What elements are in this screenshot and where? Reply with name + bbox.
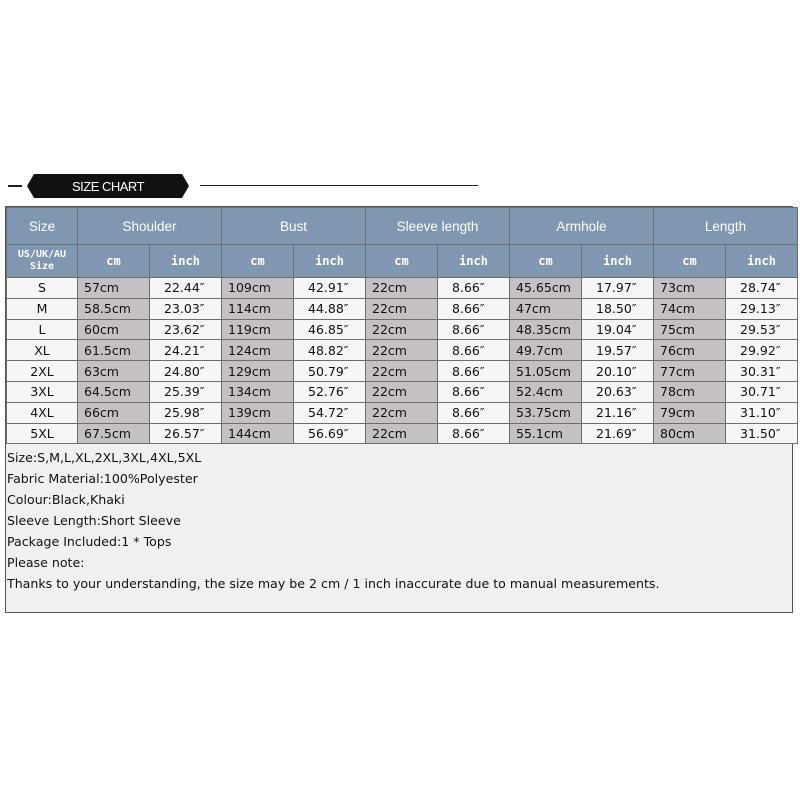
inch-cell: 24.21″: [150, 340, 222, 361]
size-region-label: US/UK/AU: [17, 249, 67, 260]
note-colour: Colour:Black,Khaki: [7, 492, 125, 507]
cm-cell: 124cm: [222, 340, 294, 361]
size-cell: M: [7, 298, 78, 319]
cm-cell: 47cm: [510, 298, 582, 319]
cm-cell: 57cm: [78, 278, 150, 299]
inch-cell: 30.71″: [726, 381, 798, 402]
size-table-body: [7, 278, 798, 444]
inch-cell: 23.03″: [150, 298, 222, 319]
banner-title: SIZE CHART: [34, 174, 182, 198]
cm-cell: 64.5cm: [78, 381, 150, 402]
inch-cell: 48.82″: [294, 340, 366, 361]
header-size-region: [7, 245, 78, 278]
cm-cell: 48.35cm: [510, 319, 582, 340]
cm-cell: 22cm: [366, 340, 438, 361]
inch-cell: 8.66″: [438, 340, 510, 361]
cm-cell: 114cm: [222, 298, 294, 319]
banner-rule: [200, 185, 478, 186]
header-length: Length: [654, 208, 798, 245]
cm-cell: 52.4cm: [510, 381, 582, 402]
unit-label: cm: [78, 245, 150, 278]
inch-cell: 19.57″: [582, 340, 654, 361]
inch-cell: 8.66″: [438, 278, 510, 299]
table-row: [7, 298, 798, 319]
inch-cell: 8.66″: [438, 402, 510, 423]
cm-cell: 22cm: [366, 402, 438, 423]
note-disclaimer: Thanks to your understanding, the size may be 2 cm / 1 inch inaccurate due to manual measurements.: [7, 576, 660, 591]
cm-cell: 129cm: [222, 361, 294, 382]
inch-cell: 29.92″: [726, 340, 798, 361]
table-row: [7, 423, 798, 444]
size-chart-frame: [5, 206, 793, 613]
size-cell: 5XL: [7, 423, 78, 444]
unit-label: cm: [654, 245, 726, 278]
cm-cell: 66cm: [78, 402, 150, 423]
unit-label: inch: [438, 245, 510, 278]
unit-label: cm: [222, 245, 294, 278]
cm-cell: 49.7cm: [510, 340, 582, 361]
cm-cell: 61.5cm: [78, 340, 150, 361]
cm-cell: 55.1cm: [510, 423, 582, 444]
inch-cell: 21.16″: [582, 402, 654, 423]
note-please-note: Please note:: [7, 555, 85, 570]
cm-cell: 139cm: [222, 402, 294, 423]
inch-cell: 46.85″: [294, 319, 366, 340]
note-sleeve: Sleeve Length:Short Sleeve: [7, 513, 181, 528]
table-row: [7, 278, 798, 299]
cm-cell: 74cm: [654, 298, 726, 319]
size-region-sublabel: Size: [29, 261, 55, 272]
cm-cell: 22cm: [366, 361, 438, 382]
banner-dash: [8, 185, 22, 187]
unit-label: inch: [726, 245, 798, 278]
inch-cell: 29.53″: [726, 319, 798, 340]
inch-cell: 20.10″: [582, 361, 654, 382]
note-package: Package Included:1 * Tops: [7, 534, 172, 549]
cm-cell: 22cm: [366, 298, 438, 319]
cm-cell: 77cm: [654, 361, 726, 382]
inch-cell: 18.50″: [582, 298, 654, 319]
header-row-groups: [7, 208, 798, 245]
inch-cell: 42.91″: [294, 278, 366, 299]
inch-cell: 31.10″: [726, 402, 798, 423]
table-row: [7, 319, 798, 340]
cm-cell: 75cm: [654, 319, 726, 340]
inch-cell: 56.69″: [294, 423, 366, 444]
inch-cell: 8.66″: [438, 319, 510, 340]
inch-cell: 54.72″: [294, 402, 366, 423]
cm-cell: 67.5cm: [78, 423, 150, 444]
inch-cell: 19.04″: [582, 319, 654, 340]
unit-label: cm: [510, 245, 582, 278]
cm-cell: 76cm: [654, 340, 726, 361]
cm-cell: 144cm: [222, 423, 294, 444]
size-chart-banner: [0, 168, 800, 204]
inch-cell: 21.69″: [582, 423, 654, 444]
cm-cell: 58.5cm: [78, 298, 150, 319]
header-row-units: [7, 245, 798, 278]
note-sizes: Size:S,M,L,XL,2XL,3XL,4XL,5XL: [7, 450, 202, 465]
inch-cell: 25.98″: [150, 402, 222, 423]
table-row: [7, 361, 798, 382]
cm-cell: 63cm: [78, 361, 150, 382]
inch-cell: 22.44″: [150, 278, 222, 299]
size-cell: L: [7, 319, 78, 340]
inch-cell: 44.88″: [294, 298, 366, 319]
table-row: [7, 381, 798, 402]
size-cell: 4XL: [7, 402, 78, 423]
size-cell: 3XL: [7, 381, 78, 402]
cm-cell: 134cm: [222, 381, 294, 402]
unit-label: cm: [366, 245, 438, 278]
inch-cell: 24.80″: [150, 361, 222, 382]
inch-cell: 25.39″: [150, 381, 222, 402]
cm-cell: 79cm: [654, 402, 726, 423]
cm-cell: 60cm: [78, 319, 150, 340]
cm-cell: 22cm: [366, 278, 438, 299]
table-row: [7, 340, 798, 361]
inch-cell: 28.74″: [726, 278, 798, 299]
inch-cell: 30.31″: [726, 361, 798, 382]
product-notes: [7, 447, 787, 594]
header-size: Size: [7, 208, 78, 245]
cm-cell: 78cm: [654, 381, 726, 402]
header-armhole: Armhole: [510, 208, 654, 245]
cm-cell: 80cm: [654, 423, 726, 444]
cm-cell: 51.05cm: [510, 361, 582, 382]
cm-cell: 73cm: [654, 278, 726, 299]
inch-cell: 8.66″: [438, 423, 510, 444]
size-cell: 2XL: [7, 361, 78, 382]
unit-label: inch: [582, 245, 654, 278]
cm-cell: 53.75cm: [510, 402, 582, 423]
inch-cell: 20.63″: [582, 381, 654, 402]
table-row: [7, 402, 798, 423]
header-bust: Bust: [222, 208, 366, 245]
unit-label: inch: [294, 245, 366, 278]
cm-cell: 22cm: [366, 423, 438, 444]
inch-cell: 31.50″: [726, 423, 798, 444]
inch-cell: 8.66″: [438, 381, 510, 402]
size-table: [6, 207, 798, 444]
inch-cell: 52.76″: [294, 381, 366, 402]
note-fabric: Fabric Material:100%Polyester: [7, 471, 198, 486]
cm-cell: 45.65cm: [510, 278, 582, 299]
header-shoulder: Shoulder: [78, 208, 222, 245]
header-sleeve-length: Sleeve length: [366, 208, 510, 245]
unit-label: inch: [150, 245, 222, 278]
cm-cell: 22cm: [366, 381, 438, 402]
size-cell: XL: [7, 340, 78, 361]
inch-cell: 29.13″: [726, 298, 798, 319]
cm-cell: 119cm: [222, 319, 294, 340]
inch-cell: 8.66″: [438, 361, 510, 382]
cm-cell: 22cm: [366, 319, 438, 340]
inch-cell: 50.79″: [294, 361, 366, 382]
inch-cell: 8.66″: [438, 298, 510, 319]
inch-cell: 17.97″: [582, 278, 654, 299]
inch-cell: 26.57″: [150, 423, 222, 444]
cm-cell: 109cm: [222, 278, 294, 299]
size-cell: S: [7, 278, 78, 299]
inch-cell: 23.62″: [150, 319, 222, 340]
